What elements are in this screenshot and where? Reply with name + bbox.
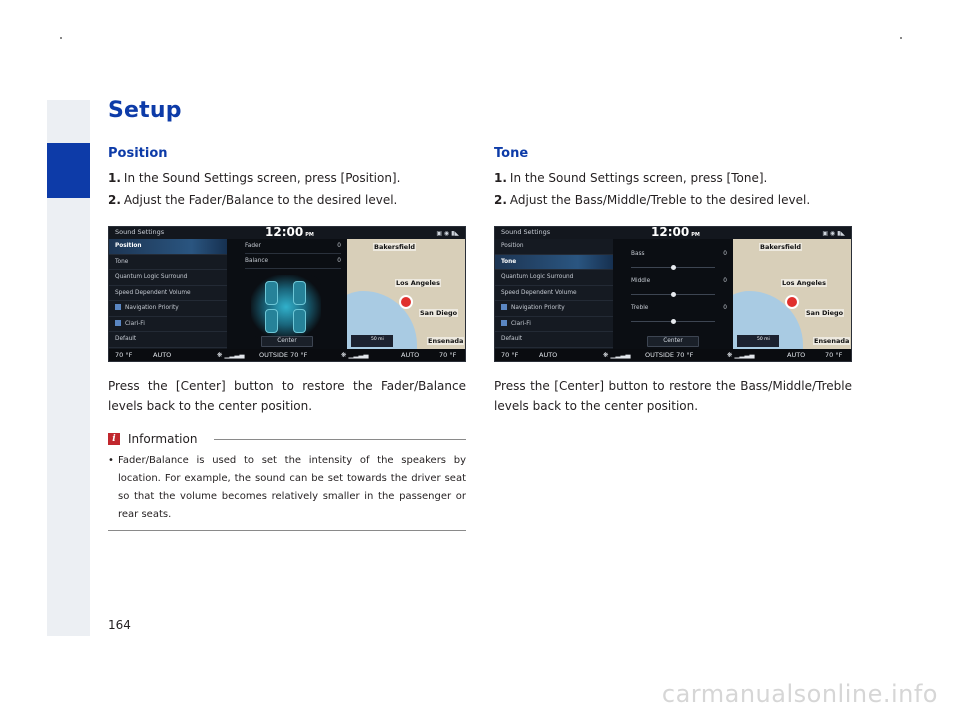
clock-time: 12:00 (265, 226, 304, 239)
position-step-1 (108, 168, 466, 188)
bass-row (631, 251, 727, 262)
menu-item-tone[interactable]: Tone (109, 255, 227, 271)
current-location-icon (399, 295, 413, 309)
clock-ampm: PM (691, 232, 700, 238)
menu-item-label: Navigation Priority (125, 305, 179, 311)
tone-panel (613, 239, 733, 351)
seat-icon (293, 309, 306, 333)
clock-time: 12:00 (651, 226, 690, 239)
right-mode[interactable]: AUTO (401, 351, 420, 359)
map-label-bakersfield: Bakersfield (374, 243, 416, 251)
tone-screenshot (494, 226, 852, 362)
information-paragraph: Fader/Balance is used to set the intensity of the speakers by location. For example, the sound can be set towards the driver seat so that the volume becomes relatively smaller in the passenger or rear seats. (118, 455, 466, 520)
balance-label: Balance (245, 258, 269, 264)
chapter-tab (47, 143, 90, 198)
checkbox-icon[interactable] (115, 304, 121, 310)
slider-knob[interactable] (671, 319, 676, 324)
screen-menu (495, 239, 613, 351)
step-text: In the Sound Settings screen, press [Tone]. (509, 171, 768, 185)
middle-label: Middle (631, 278, 651, 284)
screen-title: Sound Settings (115, 228, 165, 236)
step-number: 1. (108, 171, 121, 185)
fader-label: Fader (245, 243, 261, 249)
menu-item-label: Clari-Fi (511, 320, 531, 327)
climate-bar (109, 349, 465, 361)
screen-clock (651, 226, 700, 239)
fader-row[interactable] (245, 243, 341, 254)
treble-row (631, 305, 727, 316)
navigation-map[interactable] (733, 239, 852, 351)
screen-menu (109, 239, 227, 351)
map-scale: 50 mi (351, 335, 393, 347)
map-label-ensenada: Ensenada (428, 337, 464, 345)
step-number: 1. (494, 171, 507, 185)
menu-item-speed-volume[interactable]: Speed Dependent Volume (109, 286, 227, 302)
right-mode[interactable]: AUTO (787, 351, 806, 359)
left-mode[interactable]: AUTO (539, 351, 558, 359)
position-column (108, 146, 466, 531)
map-scale: 50 mi (737, 335, 779, 347)
divider (214, 439, 466, 440)
crop-mark-right (900, 37, 902, 39)
menu-item-nav-priority[interactable] (495, 301, 613, 317)
menu-item-position[interactable]: Position (109, 239, 227, 255)
information-label: Information (128, 432, 198, 446)
menu-item-default[interactable]: Default (109, 332, 227, 348)
middle-value: 0 (723, 278, 727, 284)
map-label-san-diego: San Diego (420, 309, 458, 317)
tone-column (494, 146, 852, 416)
fader-balance-panel (227, 239, 347, 351)
tone-body: Press the [Center] button to restore the Bass/Middle/Treble levels back to the center position. (494, 379, 852, 413)
right-temp[interactable]: 70 °F (825, 351, 843, 359)
map-label-san-diego: San Diego (806, 309, 844, 317)
tone-step-2 (494, 190, 852, 210)
divider (108, 530, 466, 531)
step-number: 2. (108, 193, 121, 207)
fan-icon[interactable]: ❋ ▁▂▃▄ (217, 351, 245, 359)
climate-bar (495, 349, 851, 361)
step-number: 2. (494, 193, 507, 207)
clock-ampm: PM (305, 232, 314, 238)
information-text (108, 452, 466, 524)
treble-label: Treble (631, 305, 649, 311)
screen-title: Sound Settings (501, 228, 551, 236)
treble-value: 0 (723, 305, 727, 311)
map-label-ensenada: Ensenada (814, 337, 850, 345)
fan-icon[interactable]: ❋ ▁▂▃▄ (727, 351, 755, 359)
slider-knob[interactable] (671, 265, 676, 270)
seat-icon (293, 281, 306, 305)
menu-item-position[interactable]: Position (495, 239, 613, 255)
page-title: Setup (108, 98, 182, 123)
current-location-icon (785, 295, 799, 309)
outside-temp: OUTSIDE 70 °F (259, 351, 308, 359)
information-header (108, 432, 466, 446)
position-body: Press the [Center] button to restore the Fader/Balance levels back to the center position. (108, 379, 466, 413)
bullet: • (108, 455, 114, 466)
checkbox-icon[interactable] (115, 320, 121, 326)
menu-item-quantum-logic[interactable]: Quantum Logic Surround (495, 270, 613, 286)
map-label-los-angeles: Los Angeles (782, 279, 826, 287)
info-icon: i (108, 433, 120, 445)
left-mode[interactable]: AUTO (153, 351, 172, 359)
checkbox-icon[interactable] (501, 320, 507, 326)
bass-slider[interactable] (631, 264, 715, 268)
screen-top-bar (109, 227, 465, 239)
map-label-bakersfield: Bakersfield (760, 243, 802, 251)
crop-mark-left (60, 37, 62, 39)
balance-value: 0 (337, 258, 341, 264)
seat-icon (265, 309, 278, 333)
treble-slider[interactable] (631, 318, 715, 322)
menu-item-label: Clari-Fi (125, 320, 145, 327)
seat-icon (265, 281, 278, 305)
outside-temp: OUTSIDE 70 °F (645, 351, 694, 359)
slider-knob[interactable] (671, 292, 676, 297)
position-screenshot (108, 226, 466, 362)
menu-item-nav-priority[interactable] (109, 301, 227, 317)
balance-row[interactable] (245, 258, 341, 269)
center-button[interactable]: Center (647, 336, 699, 347)
tone-step-1 (494, 168, 852, 188)
menu-item-default[interactable]: Default (495, 332, 613, 348)
bass-label: Bass (631, 251, 645, 257)
menu-item-label: Navigation Priority (511, 305, 565, 311)
status-icons: ▣ ◉ ▮◣ (822, 230, 845, 237)
menu-item-quantum-logic[interactable]: Quantum Logic Surround (109, 270, 227, 286)
screen-top-bar (495, 227, 851, 239)
step-text: In the Sound Settings screen, press [Position]. (123, 171, 401, 185)
fan-icon[interactable]: ❋ ▁▂▃▄ (603, 351, 631, 359)
status-icons: ▣ ◉ ▮◣ (436, 230, 459, 237)
step-text: Adjust the Bass/Middle/Treble to the desired level. (509, 193, 811, 207)
left-temp[interactable]: 70 °F (501, 351, 519, 359)
step-text: Adjust the Fader/Balance to the desired level. (123, 193, 398, 207)
bass-value: 0 (723, 251, 727, 257)
map-label-los-angeles: Los Angeles (396, 279, 440, 287)
position-heading: Position (108, 146, 168, 161)
center-button[interactable]: Center (261, 336, 313, 347)
page-number: 164 (108, 618, 131, 632)
left-temp[interactable]: 70 °F (115, 351, 133, 359)
fan-icon[interactable]: ❋ ▁▂▃▄ (341, 351, 369, 359)
position-step-2 (108, 190, 466, 210)
checkbox-icon[interactable] (501, 304, 507, 310)
middle-slider[interactable] (631, 291, 715, 295)
sound-field-graphic[interactable] (251, 275, 321, 339)
watermark: carmanualsonline.info (661, 680, 938, 708)
menu-item-tone[interactable]: Tone (495, 255, 613, 271)
tone-heading: Tone (494, 146, 529, 161)
screen-clock (265, 226, 314, 239)
menu-item-clari-fi[interactable] (109, 317, 227, 333)
menu-item-speed-volume[interactable]: Speed Dependent Volume (495, 286, 613, 302)
navigation-map[interactable] (347, 239, 466, 351)
middle-row (631, 278, 727, 289)
fader-value: 0 (337, 243, 341, 249)
right-temp[interactable]: 70 °F (439, 351, 457, 359)
menu-item-clari-fi[interactable] (495, 317, 613, 333)
